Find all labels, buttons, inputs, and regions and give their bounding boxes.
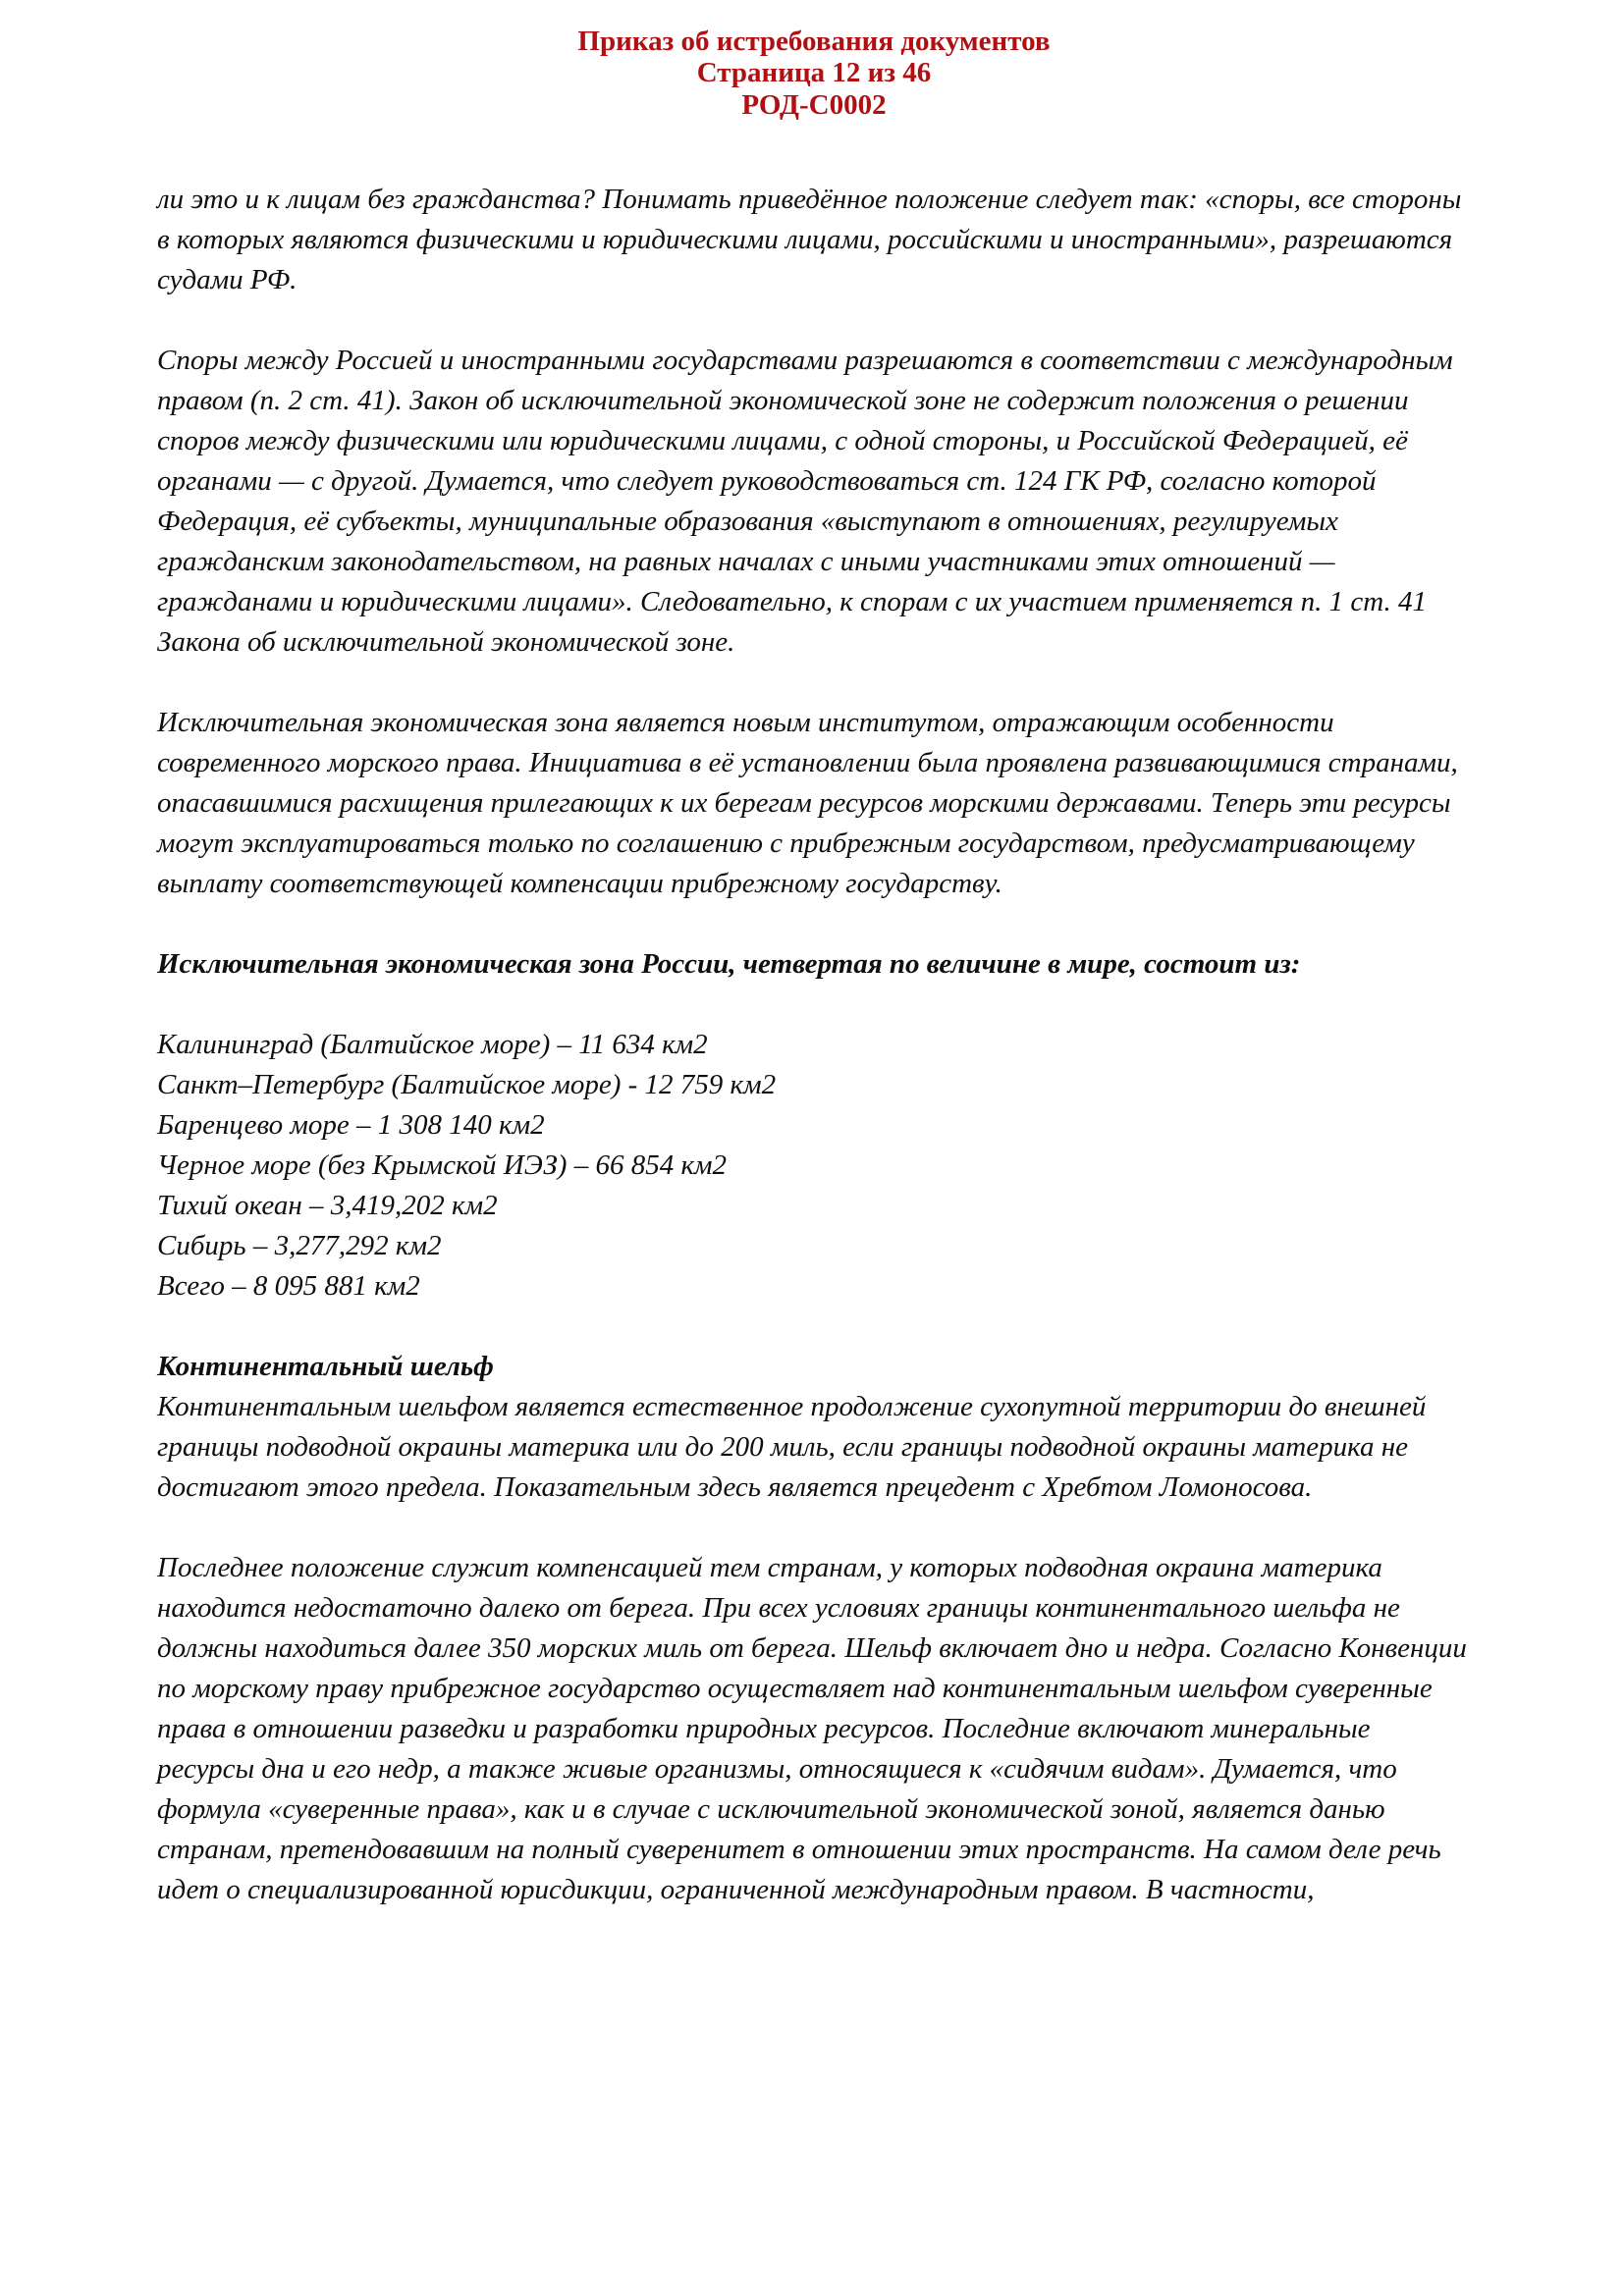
continental-shelf-heading: Континентальный шельф	[157, 1351, 494, 1383]
list-item-siberia: Сибирь – 3,277,292 км2	[157, 1230, 442, 1262]
list-item-pacific-ocean: Тихий океан – 3,419,202 км2	[157, 1190, 498, 1222]
list-item-kaliningrad: Калининград (Балтийское море) – 11 634 км2	[157, 1029, 708, 1061]
list-item-black-sea: Черное море (без Крымской ИЭЗ) – 66 854 км2	[157, 1149, 728, 1182]
document-body	[157, 180, 1471, 1910]
page-header	[157, 26, 1471, 121]
eez-composition-heading: Исключительная экономическая зона России, четвертая по величине в мире, состоит из:	[157, 948, 1301, 981]
paragraph-shelf-definition: Континентальным шельфом является естественное продолжение сухопутной территории до внешней границы подводной окраины материка или до 200 миль, если границы подводной окраины материка не достигают этого предела. Показательным здесь является прецедент с Хребтом Ломоносова.	[157, 1391, 1427, 1504]
eez-area-list	[157, 1025, 1471, 1307]
continental-shelf-section	[157, 1347, 1471, 1508]
list-item-barents-sea: Баренцево море – 1 308 140 км2	[157, 1109, 545, 1142]
paragraph-shelf-rights: Последнее положение служит компенсацией тем странам, у которых подводная окраина материка находится недостаточно далеко от берега. При всех условиях границы континентального шельфа не должны находиться далее 350 морских миль от берега. Шельф включает дно и недра. Согласно Конвенции по морскому праву прибрежное государство осуществляет над континентальным шельфом суверенные права в отношении разведки и разработки природных ресурсов. Последние включают минеральные ресурсы дна и его недр, а также живые организмы, относящиеся к «сидячим видам». Думается, что формула «суверенные права», как и в случае с исключительной экономической зоной, является данью странам, претендовавшим на полный суверенитет в отношении этих пространств. На самом деле речь идет о специализированной юрисдикции, ограниченной международным правом. В частности,	[157, 1552, 1467, 1906]
list-item-st-petersburg: Санкт–Петербург (Балтийское море) - 12 759 км2	[157, 1069, 777, 1101]
header-doc-code: РОД-С0002	[741, 88, 887, 121]
list-item-total: Всего – 8 095 881 км2	[157, 1270, 420, 1303]
header-page-number: Страница 12 из 46	[696, 57, 932, 89]
paragraph-citizenship-disputes: ли это и к лицам без гражданства? Понимать приведённое положение следует так: «споры, все стороны в которых являются физическими и юридическими лицами, российскими и иностранными», разрешаются судами РФ.	[157, 184, 1462, 296]
paragraph-state-disputes: Споры между Россией и иностранными государствами разрешаются в соответствии с международным правом (п. 2 ст. 41). Закон об исключительной экономической зоне не содержит положения о решении споров между физическими или юридическими лицами, с одной стороны, и Российской Федерацией, её органами — с другой. Думается, что следует руководствоваться ст. 124 ГК РФ, согласно которой Федерация, её субъекты, муниципальные образования «выступают в отношениях, регулируемых гражданским законодательством, на равных началах с иными участниками этих отношений — гражданами и юридическими лицами». Следовательно, к спорам с их участием применяется п. 1 ст. 41 Закона об исключительной экономической зоне.	[157, 345, 1453, 659]
header-title: Приказ об истребования документов	[577, 26, 1051, 57]
paragraph-eez-institute: Исключительная экономическая зона является новым институтом, отражающим особенности современного морского права. Инициатива в её установлении была проявлена развивающимися странами, опасавшимися расхищения прилегающих к их берегам ресурсов морскими державами. Теперь эти ресурсы могут эксплуатироваться только по соглашению с прибрежным государством, предусматривающему выплату соответствующей компенсации прибрежному государству.	[157, 707, 1458, 900]
